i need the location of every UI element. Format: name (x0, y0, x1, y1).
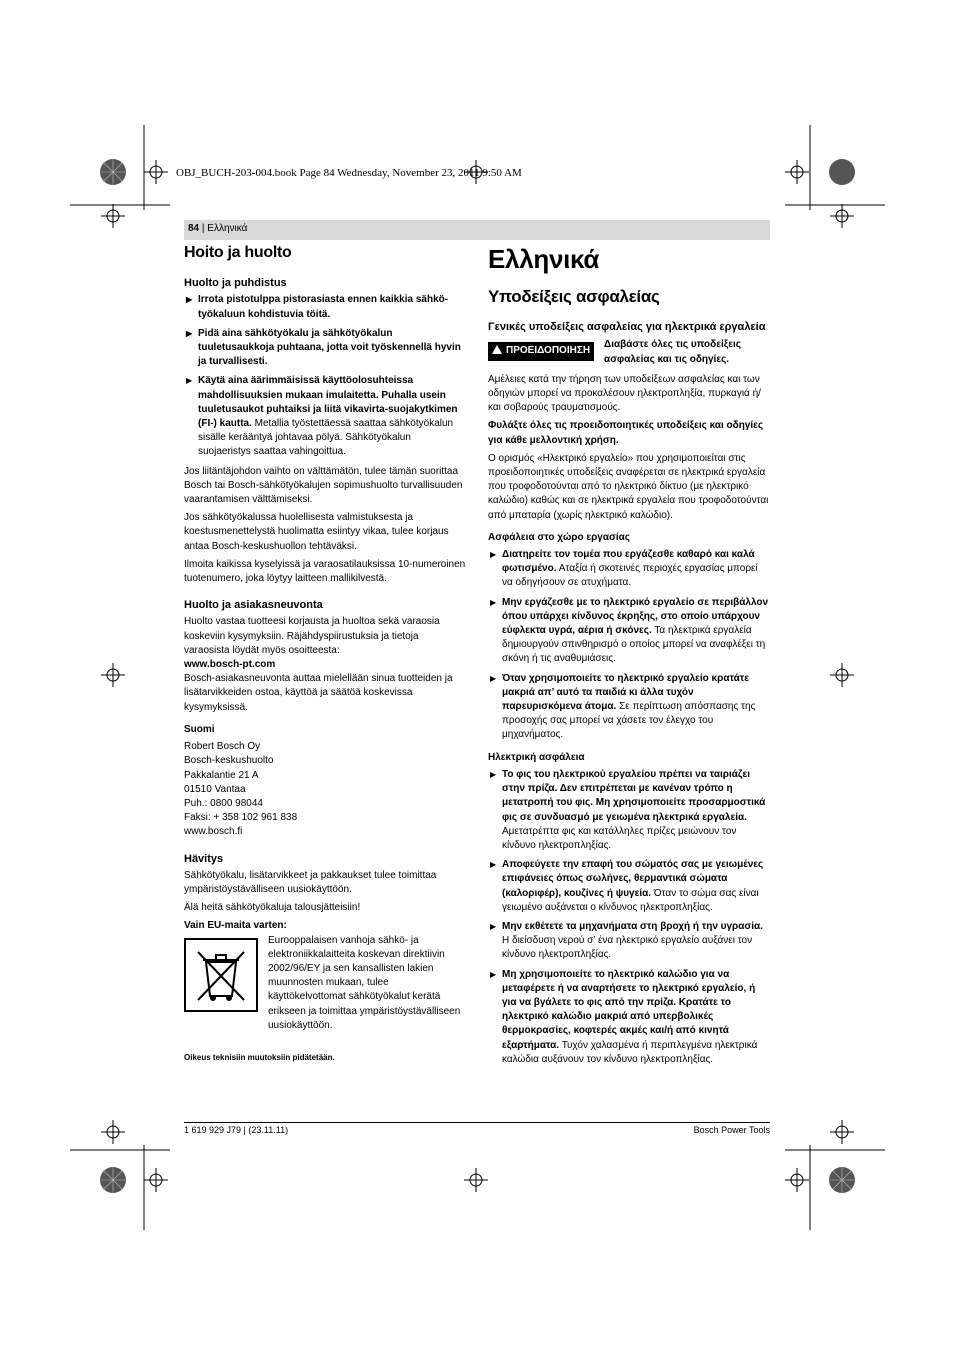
warning-badge (488, 342, 594, 360)
country-heading: Suomi (184, 723, 215, 735)
bullet-work-2 (488, 596, 770, 667)
bullet-work-3 (488, 672, 770, 743)
heading-electrical: Ηλεκτρική ασφάλεια (488, 751, 585, 763)
address-line[interactable]: www.bosch.fi (184, 826, 243, 838)
bullet-3 (184, 374, 466, 459)
warning-icon (492, 345, 502, 354)
bullet-bold: Διατηρείτε τον τομέα που εργάζεσθε καθαρό και καλά φωτισμένο. (502, 549, 755, 575)
address-line: Faksi: + 358 102 961 838 (184, 812, 298, 824)
bullet-rest: Αμετατρέπτα φις και κατάλληλες πρίζες μειώνουν τον κίνδυνο ηλεκτροπληξίας. (502, 825, 737, 851)
heading-disposal: Hävitys (184, 852, 224, 865)
weee-bin-icon (184, 938, 258, 1012)
bullet-bold: Μην εκθέτετε τα μηχανήματα στη βροχή ή την υγρασία. (502, 920, 763, 932)
section-title-greek: Ελληνικά (488, 244, 600, 274)
bullet-elec-2 (488, 858, 770, 915)
address-block (184, 740, 466, 839)
section-title-maintenance: Hoito ja huolto (184, 244, 292, 261)
bullet-3-rest: Metallia työstettäessä saattaa sähkötyökalun sisälle kerääntyä johtavaa pölyä. Sähkötyökalun suojaeristys saattaa vahingoittua. (198, 418, 454, 458)
address-line: Puh.: 0800 98044 (184, 797, 263, 809)
weee-block (184, 934, 466, 1033)
bullet-bold: Μην εργάζεσθε με το ηλεκτρικό εργαλείο σε περιβάλλον όπου υπάρχει κίνδυνος έκρηξης, στο οποίο υπάρχουν εύφλεκτα υγρά, αέρια ή σκόνες. (502, 596, 769, 637)
bullet-bold: Μη χρησιμοποιείτε το ηλεκτρικό καλώδιο για να μεταφέρετε ή να αναρτήσετε το ηλεκτρικό εργαλείο, ή για να βγάλετε το φις από την πρίζα. Κρατάτε το ηλεκτρικό καλώδιο μακριά από υπερβολικές θερμοκρασίες, κοφτερές ακμές και/ή από κινητά εξαρτήματα. (502, 968, 756, 1051)
address-line: Bosch-keskushuolto (184, 755, 274, 767)
heading-general-safety: Γενικές υποδείξεις ασφαλείας για ηλεκτρικά εργαλεία (488, 321, 766, 334)
warning-text: Διαβάστε όλες τις υποδείξεις ασφαλείας και τις οδηγίες. (604, 339, 741, 365)
bullet-elec-1 (488, 768, 770, 853)
print-slug: OBJ_BUCH-203-004.book Page 84 Wednesday, November 23, 2011 9:50 AM (176, 167, 522, 179)
footer-rule (184, 1122, 770, 1123)
right-column (488, 244, 770, 1072)
bullet-rest: Όταν το σώμα σας είναι γειωμένο αυξάνεται ο κίνδυνος ηλεκτροπληξίας. (502, 887, 759, 913)
bullet-bold: Το φις του ηλεκτρικού εργαλείου πρέπει να ταιριάζει στην πρίζα. Δεν επιτρέπεται με κανέναν τρόπο η μετατροπή του φις. Μη χρησιμοποιείτε προσαρμοστικά φις σε συνδυασμό με γειωμένα ηλεκτρικά εργαλεία. (502, 768, 766, 823)
page-number: 84 (188, 223, 200, 234)
bullet-rest: Η διείσδυση νερού σ’ ένα ηλεκτρικό εργαλείο αυξάνει τον κίνδυνο ηλεκτροπληξίας. (502, 935, 753, 961)
bullet-elec-4 (488, 968, 770, 1067)
paragraph: Huolto vastaa tuotteesi korjausta ja huoltoa sekä varaosia koskeviin kysymyksiin. Räjähdyspiirustuksia ja tietoja varaosista löydät myös osoitteesta: (184, 616, 440, 656)
bullet-elec-3 (488, 920, 770, 963)
subtitle-safety: Υποδείξεις ασφαλείας (488, 287, 660, 307)
paragraph: Jos sähkötyökalussa huolellisesta valmistuksesta ja koestusmenettelystä huolimatta esiintyy vikaa, tulee korjaus antaa Bosch-keskushuollon tehtäväksi. (184, 512, 449, 552)
heading-cleaning: Huolto ja puhdistus (184, 277, 287, 290)
left-column (184, 246, 466, 1069)
weee-text: Eurooppalaisen vanhoja sähkö- ja elektroniikkalaitteita koskevan direktiivin 2002/96/EY ja sen kansallisten lakien muunnosten mukaan, tulee käyttökelvottomat sähkötyökalut kerätä erikseen ja toimittaa ympäristöystävälliseen uusiokäyttöön. (268, 934, 461, 1031)
bullet-rest: Τα ηλεκτρικά εργαλεία δημιουργούν σπινθηρισμό ο οποίος μπορεί να αναφλέξει τη σκόνη ή τις αναθυμιάσεις. (502, 625, 766, 665)
bullet-rest: Τυχόν χαλασμένα ή περιπλεγμένα ηλεκτρικά καλώδια αυξάνουν τον κίνδυνο ηλεκτροπληξίας. (502, 1039, 758, 1065)
header-language: Ελληνικά (207, 223, 248, 234)
paragraph: Αμέλειες κατά την τήρηση των υποδείξεων ασφαλείας και των οδηγιών μπορεί να προκαλέσουν ηλεκτροπληξία, πυρκαγιά ή/και σοβαρούς τραυματισμούς. (488, 373, 761, 414)
bullet-rest: Σε περίπτωση απόσπασης της προσοχής σας μπορεί να χάσετε τον έλεγχο του μηχανήματος. (502, 701, 756, 741)
paragraph: Ilmoita kaikissa kyselyissä ja varaosatilauksissa 10-numeroinen tuotenumero, joka löytyy laitteen mallikilvestä. (184, 558, 466, 585)
service-url[interactable]: www.bosch-pt.com (184, 659, 276, 671)
footer-doc-number: 1 619 929 J79 | (23.11.11) (184, 1125, 289, 1135)
heading-work-area: Ασφάλεια στο χώρο εργασίας (488, 531, 630, 543)
paragraph: Bosch-asiakasneuvonta auttaa mielellään sinua tuotteiden ja lisätarvikkeiden ostoa, käyttöä ja säätöä koskevissa kysymyksissä. (184, 673, 453, 713)
bullet-3-bold: Käytä aina äärimmäisissä käyttöolosuhteissa mahdollisuuksien mukaan imulaitetta. Puhalla usein tuuletusaukot puhtaiksi ja liitä vikavirta-suojakytkimen (FI-) kautta. (198, 375, 458, 430)
paragraph-bold: Φυλάξτε όλες τις προειδοποιητικές υποδείξεις και οδηγίες για κάθε μελλοντική χρήση. (488, 420, 764, 446)
bullet-1: ▶ Irrota pistotulppa pistorasiasta ennen kaikkia sähkö-työkaluun kohdistuvia töitä. (184, 293, 466, 321)
heading-service: Huolto ja asiakasneuvonta (184, 599, 323, 612)
paragraph: Ο ορισμός «Ηλεκτρικό εργαλείο» που χρησιμοποιείται στις προειδοποιητικές υποδείξεις αναφέρεται σε ηλεκτρικά εργαλεία που τροφοδοτούνται από το ηλεκτρικό δίκτυο (με ηλεκτρικό καλώδιο) καθώς και σε ηλεκτρικά εργαλεία που τροφοδοτούνται από μπαταρία (χωρίς ηλεκτρικό καλώδιο). (488, 452, 769, 521)
disclaimer: Oikeus teknisiin muutoksiin pidätetään. (184, 1052, 335, 1062)
eu-only-label: Vain EU-maita varten: (184, 920, 287, 932)
address-line: 01510 Vantaa (184, 783, 246, 795)
page-header-bar (184, 220, 770, 240)
address-line: Pakkalantie 21 A (184, 769, 259, 781)
warning-row (488, 338, 770, 366)
paragraph: Sähkötyökalu, lisätarvikkeet ja pakkaukset tulee toimittaa ympäristöystävälliseen uusiokäyttöön. (184, 869, 437, 895)
bullet-bold: Αποφεύγετε την επαφή του σώματός σας με γειωμένες επιφάνειες όπως σωλήνες, θερμαντικά σώματα (καλοριφέρ), κουζίνες ή ψυγεία. (502, 859, 764, 899)
bullet-bold: Όταν χρησιμοποιείτε το ηλεκτρικό εργαλείο κρατάτε μακριά απ’ αυτό τα παιδιά κι άλλα τυχόν παρευρισκόμενα άτομα. (502, 672, 750, 713)
bullet-rest: Αταξία ή σκοτεινές περιοχές εργασίας μπορεί να οδηγήσουν σε ατυχήματα. (502, 563, 758, 589)
address-line: Robert Bosch Oy (184, 741, 261, 753)
bullet-2: ▶ Pidä aina sähkötyökalu ja sähkötyökalun tuuletusaukkoja puhtaana, jotta voit työskennellä hyvin ja turvallisesti. (184, 327, 466, 370)
footer-brand: Bosch Power Tools (693, 1125, 770, 1135)
warning-label: ΠΡΟΕΙΔΟΠΟΙΗΣΗ (506, 345, 591, 357)
paragraph: Älä heitä sähkötyökaluja talousjätteisiin! (184, 902, 361, 914)
page-header: 84 | Ελληνικά (188, 223, 248, 234)
paragraph: Jos liitäntäjohdon vaihto on välttämätön, tulee tämän suorittaa Bosch tai Bosch-sähkötyökalujen sopimushuolto turvallisuuden vaarantamisen välttämiseksi. (184, 465, 463, 506)
bullet-work-1 (488, 548, 770, 591)
